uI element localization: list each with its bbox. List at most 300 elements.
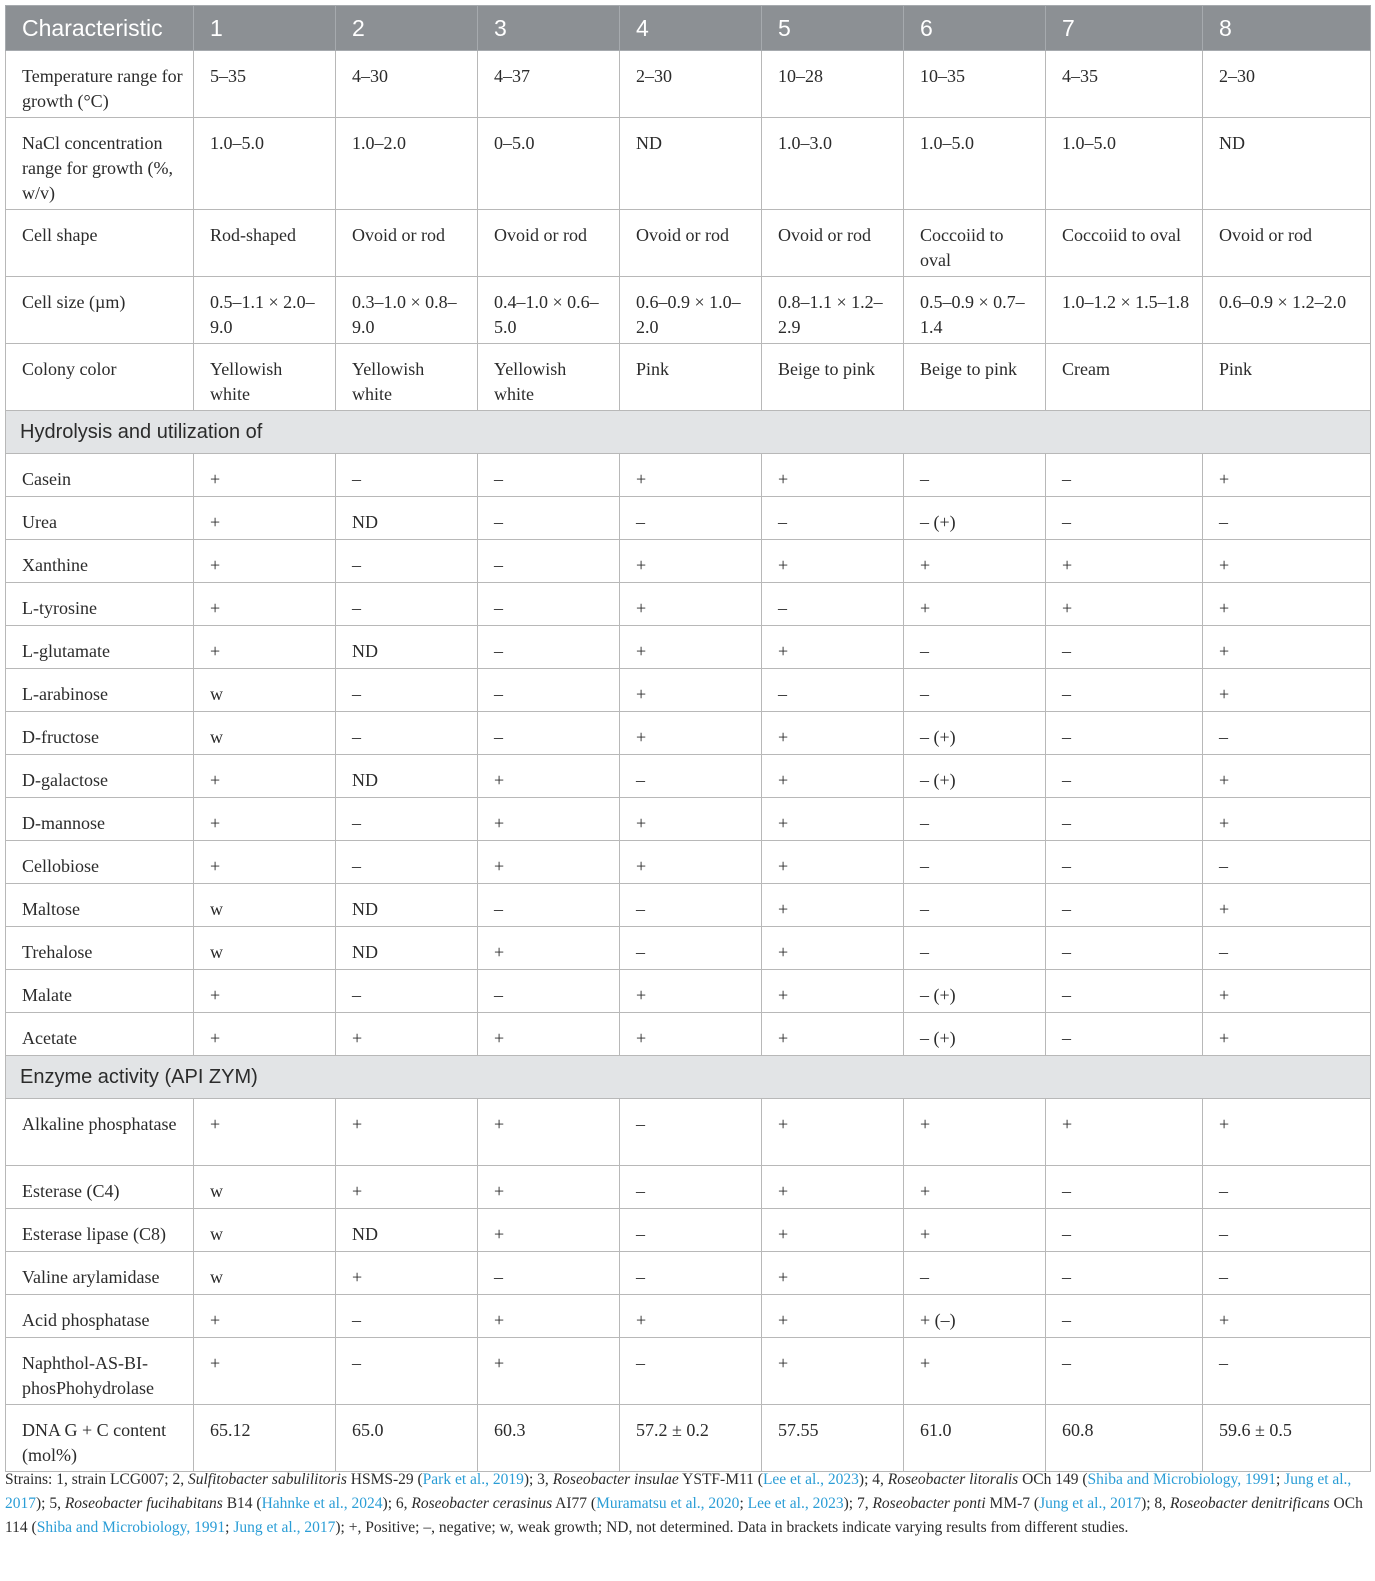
table-row (6, 1166, 1371, 1209)
table-row (6, 927, 1371, 970)
table-cell: Yellowish white (194, 344, 336, 411)
table-cell: + (194, 798, 336, 841)
table-cell: + (194, 1295, 336, 1338)
table-cell: + (762, 841, 904, 884)
table-cell: Pink (1203, 344, 1371, 411)
table-cell: 0.6–0.9 × 1.2–2.0 (1203, 277, 1371, 344)
table-cell: + (762, 454, 904, 497)
table-cell: – (1046, 798, 1203, 841)
table-cell: – (904, 884, 1046, 927)
footnote-text: ); 3, (523, 1471, 553, 1488)
table-cell: Ovoid or rod (1203, 210, 1371, 277)
row-label: Trehalose (6, 927, 194, 970)
footnote-text: ; (225, 1519, 234, 1536)
table-cell: 1.0–5.0 (1046, 118, 1203, 210)
table-cell: – (1046, 1338, 1203, 1405)
row-label: Esterase (C4) (6, 1166, 194, 1209)
table-cell: Beige to pink (762, 344, 904, 411)
table-cell: – (1203, 1166, 1371, 1209)
table-row (6, 583, 1371, 626)
table-cell: Coccoiid to oval (1046, 210, 1203, 277)
table-cell: – (336, 454, 478, 497)
table-cell: w (194, 1209, 336, 1252)
table-footnote (5, 1468, 1367, 1540)
table-cell: 65.0 (336, 1405, 478, 1472)
table-cell: – (620, 884, 762, 927)
species-name: Roseobacter ponti (872, 1495, 986, 1512)
table-cell: + (620, 583, 762, 626)
table-cell: – (1046, 1252, 1203, 1295)
row-label: Temperature range for growth (°C) (6, 51, 194, 118)
table-cell: – (904, 454, 1046, 497)
row-label: D-mannose (6, 798, 194, 841)
table-cell: + (1203, 583, 1371, 626)
table-cell: ND (336, 497, 478, 540)
table-cell: + (1203, 884, 1371, 927)
table-cell: + (904, 540, 1046, 583)
table-cell: ND (336, 884, 478, 927)
table-cell: 10–35 (904, 51, 1046, 118)
table-cell: + (478, 841, 620, 884)
table-cell: – (1203, 927, 1371, 970)
table-cell: 0.5–1.1 × 2.0–9.0 (194, 277, 336, 344)
footnote-text: ); 8, (1141, 1495, 1170, 1512)
table-cell: + (762, 1338, 904, 1405)
table-cell: 65.12 (194, 1405, 336, 1472)
table-cell: + (1203, 755, 1371, 798)
table-cell: + (1046, 583, 1203, 626)
table-cell: – (1046, 1209, 1203, 1252)
reference-link[interactable]: Jung et al., 2017 (5, 1471, 1352, 1512)
table-row (6, 1013, 1371, 1056)
table-cell: + (194, 454, 336, 497)
table-cell: Yellowish white (478, 344, 620, 411)
table-cell: + (762, 1013, 904, 1056)
species-name: Roseobacter cerasinus (411, 1495, 553, 1512)
table-cell: ND (620, 118, 762, 210)
table-cell: + (904, 1209, 1046, 1252)
table-cell: Coccoiid to oval (904, 210, 1046, 277)
table-cell: + (194, 626, 336, 669)
table-cell: 59.6 ± 0.5 (1203, 1405, 1371, 1472)
row-label: Cell size (µm) (6, 277, 194, 344)
table-row (6, 1295, 1371, 1338)
table-cell: + (194, 1338, 336, 1405)
footnote-text: B14 ( (222, 1495, 262, 1512)
table-row (6, 1405, 1371, 1472)
table-cell: 0.8–1.1 × 1.2–2.9 (762, 277, 904, 344)
species-name: Roseobacter fucihabitans (64, 1495, 223, 1512)
table-cell: – (620, 927, 762, 970)
table-cell: – (1203, 1252, 1371, 1295)
species-name: Roseobacter litoralis (887, 1471, 1019, 1488)
table-cell: ND (336, 927, 478, 970)
table-cell: + (762, 540, 904, 583)
table-cell: Ovoid or rod (478, 210, 620, 277)
row-label: Acid phosphatase (6, 1295, 194, 1338)
table-cell: 1.0–2.0 (336, 118, 478, 210)
table-row (6, 1209, 1371, 1252)
section-hydrolysis (6, 411, 1371, 454)
table-cell: – (620, 755, 762, 798)
table-cell: – (762, 497, 904, 540)
table-cell: + (620, 970, 762, 1013)
table-cell: – (478, 970, 620, 1013)
header-strain-4: 4 (620, 6, 762, 51)
table-cell: + (904, 1099, 1046, 1166)
table-cell: 60.8 (1046, 1405, 1203, 1472)
table-row (6, 277, 1371, 344)
table-cell: w (194, 712, 336, 755)
table-cell: – (1046, 1295, 1203, 1338)
row-label: Esterase lipase (C8) (6, 1209, 194, 1252)
table-cell: + (620, 712, 762, 755)
header-strain-2: 2 (336, 6, 478, 51)
table-cell: – (904, 1252, 1046, 1295)
table-cell: w (194, 884, 336, 927)
table-cell: + (194, 970, 336, 1013)
table-cell: – (1046, 970, 1203, 1013)
table-cell: + (478, 1338, 620, 1405)
table-cell: – (762, 583, 904, 626)
table-cell: + (478, 798, 620, 841)
table-cell: 10–28 (762, 51, 904, 118)
table-cell: + (478, 927, 620, 970)
footnote-text: ); 5, (36, 1495, 65, 1512)
table-cell: – (478, 712, 620, 755)
table-cell: + (620, 1295, 762, 1338)
header-characteristic: Characteristic (6, 6, 194, 51)
footnote-text: ); +, Positive; –, negative; w, weak growth; ND, not determined. Data in brackets indicate varying results from different studies. (335, 1519, 1129, 1536)
reference-link[interactable]: Hahnke et al., 2024 (261, 1495, 383, 1512)
table-cell: + (194, 1013, 336, 1056)
table-cell: 57.55 (762, 1405, 904, 1472)
row-label: Urea (6, 497, 194, 540)
row-label: Malate (6, 970, 194, 1013)
table-cell: – (478, 669, 620, 712)
table-cell: – (1203, 712, 1371, 755)
section-title: Hydrolysis and utilization of (6, 411, 1371, 454)
table-row (6, 1252, 1371, 1295)
table-cell: + (620, 1013, 762, 1056)
table-cell: + (762, 1166, 904, 1209)
table-cell: ND (336, 755, 478, 798)
table-cell: 60.3 (478, 1405, 620, 1472)
table-cell: – (336, 970, 478, 1013)
table-cell: 1.0–1.2 × 1.5–1.8 (1046, 277, 1203, 344)
table-row (6, 798, 1371, 841)
table-cell: 0.6–0.9 × 1.0–2.0 (620, 277, 762, 344)
table-cell: + (762, 1252, 904, 1295)
table-cell: – (904, 927, 1046, 970)
reference-link[interactable]: Shiba and Microbiology, 1991 (1087, 1471, 1276, 1488)
table-cell: – (620, 1252, 762, 1295)
section-title: Enzyme activity (API ZYM) (6, 1056, 1371, 1099)
header-strain-8: 8 (1203, 6, 1371, 51)
characteristics-table-wrapper (5, 5, 1370, 1472)
table-cell: – (336, 540, 478, 583)
table-cell: + (762, 970, 904, 1013)
table-cell: Ovoid or rod (620, 210, 762, 277)
table-cell: Pink (620, 344, 762, 411)
row-label: Xanthine (6, 540, 194, 583)
table-cell: + (620, 669, 762, 712)
table-cell: + (336, 1099, 478, 1166)
table-cell: + (1203, 1013, 1371, 1056)
table-cell: + (478, 1013, 620, 1056)
header-strain-1: 1 (194, 6, 336, 51)
table-cell: + (194, 497, 336, 540)
table-cell: + (336, 1166, 478, 1209)
table-cell: – (620, 1166, 762, 1209)
table-cell: + (336, 1013, 478, 1056)
table-row (6, 884, 1371, 927)
table-cell: + (762, 712, 904, 755)
table-cell: – (620, 497, 762, 540)
table-cell: – (478, 626, 620, 669)
table-cell: 4–35 (1046, 51, 1203, 118)
table-cell: – (1046, 755, 1203, 798)
table-row (6, 712, 1371, 755)
table-cell: Yellowish white (336, 344, 478, 411)
table-cell: – (478, 884, 620, 927)
table-cell: ND (336, 626, 478, 669)
table-cell: + (762, 755, 904, 798)
table-cell: – (904, 669, 1046, 712)
table-cell: – (1203, 497, 1371, 540)
table-cell: 0–5.0 (478, 118, 620, 210)
footnote-text: HSMS-29 ( (346, 1471, 423, 1488)
table-cell: + (478, 1209, 620, 1252)
row-label: L-tyrosine (6, 583, 194, 626)
table-cell: – (904, 626, 1046, 669)
table-cell: + (904, 1338, 1046, 1405)
table-cell: 1.0–3.0 (762, 118, 904, 210)
table-cell: + (1203, 1295, 1371, 1338)
table-cell: + (762, 927, 904, 970)
table-cell: + (762, 1209, 904, 1252)
table-cell: + (620, 540, 762, 583)
header-strain-3: 3 (478, 6, 620, 51)
table-cell: – (620, 1099, 762, 1166)
table-row (6, 51, 1371, 118)
table-cell: + (620, 798, 762, 841)
table-cell: + (194, 583, 336, 626)
table-row (6, 1338, 1371, 1405)
table-cell: + (620, 454, 762, 497)
table-cell: 0.4–1.0 × 0.6–5.0 (478, 277, 620, 344)
table-row (6, 755, 1371, 798)
table-cell: – (1046, 1013, 1203, 1056)
species-name: Sulfitobacter sabulilitoris (187, 1471, 347, 1488)
reference-link[interactable]: Muramatsu et al., 2020 (596, 1495, 740, 1512)
table-cell: w (194, 927, 336, 970)
table-header-row (6, 6, 1371, 51)
table-cell: + (1203, 1099, 1371, 1166)
table-cell: – (+) (904, 970, 1046, 1013)
table-cell: + (762, 884, 904, 927)
table-cell: – (1046, 497, 1203, 540)
table-cell: – (620, 1209, 762, 1252)
table-cell: Ovoid or rod (336, 210, 478, 277)
row-label: Acetate (6, 1013, 194, 1056)
table-cell: – (1203, 841, 1371, 884)
table-cell: w (194, 669, 336, 712)
table-cell: ND (336, 1209, 478, 1252)
row-label: Cellobiose (6, 841, 194, 884)
reference-link[interactable]: Lee et al., 2023 (762, 1471, 859, 1488)
footnote-text: AI77 ( (552, 1495, 597, 1512)
table-cell: 2–30 (620, 51, 762, 118)
footnote-text: ); 4, (858, 1471, 888, 1488)
footnote-text: ; (739, 1495, 748, 1512)
table-cell: + (1203, 669, 1371, 712)
table-cell: – (+) (904, 712, 1046, 755)
table-row (6, 669, 1371, 712)
row-label: Valine arylamidase (6, 1252, 194, 1295)
table-cell: – (478, 497, 620, 540)
table-cell: – (336, 798, 478, 841)
footnote-text: OCh 149 ( (1018, 1471, 1088, 1488)
table-row (6, 1099, 1371, 1166)
row-label: Casein (6, 454, 194, 497)
table-cell: 61.0 (904, 1405, 1046, 1472)
table-cell: + (194, 1099, 336, 1166)
table-cell: – (478, 454, 620, 497)
table-cell: Beige to pink (904, 344, 1046, 411)
table-cell: + (620, 841, 762, 884)
table-cell: 2–30 (1203, 51, 1371, 118)
table-cell: + (478, 1099, 620, 1166)
species-name: Roseobacter insulae (552, 1471, 679, 1488)
table-cell: – (1046, 927, 1203, 970)
table-cell: 4–30 (336, 51, 478, 118)
table-cell: 0.3–1.0 × 0.8–9.0 (336, 277, 478, 344)
row-label: Cell shape (6, 210, 194, 277)
table-cell: + (478, 1295, 620, 1338)
table-cell: + (1203, 626, 1371, 669)
table-cell: + (904, 583, 1046, 626)
table-cell: – (1046, 1166, 1203, 1209)
table-cell: – (336, 583, 478, 626)
table-cell: – (478, 1252, 620, 1295)
table-cell: – (+) (904, 1013, 1046, 1056)
header-strain-6: 6 (904, 6, 1046, 51)
footnote-text: OCh 114 ( (5, 1495, 1363, 1536)
table-cell: w (194, 1252, 336, 1295)
table-cell: + (478, 1166, 620, 1209)
table-cell: 1.0–5.0 (194, 118, 336, 210)
reference-link[interactable]: Lee et al., 2023 (747, 1495, 844, 1512)
row-label: D-galactose (6, 755, 194, 798)
table-row (6, 497, 1371, 540)
footnote-text: MM-7 ( (985, 1495, 1040, 1512)
table-row (6, 626, 1371, 669)
reference-link[interactable]: Shiba and Microbiology, 1991 (36, 1519, 226, 1536)
table-row (6, 118, 1371, 210)
row-label: Maltose (6, 884, 194, 927)
table-cell: + (194, 841, 336, 884)
footnote-text: ); 6, (382, 1495, 412, 1512)
table-row (6, 540, 1371, 583)
row-label: L-glutamate (6, 626, 194, 669)
table-cell: – (1203, 1338, 1371, 1405)
table-cell: – (336, 669, 478, 712)
row-label: Naphthol-AS-BI-phosPhohydrolase (6, 1338, 194, 1405)
table-cell: + (762, 798, 904, 841)
footnote-text: ; (1275, 1471, 1285, 1488)
species-name: Roseobacter denitrificans (1169, 1495, 1330, 1512)
table-cell: 1.0–5.0 (904, 118, 1046, 210)
row-label: DNA G + C content (mol%) (6, 1405, 194, 1472)
table-row (6, 841, 1371, 884)
characteristics-table (5, 5, 1371, 1472)
table-cell: + (1203, 540, 1371, 583)
reference-link[interactable]: Jung et al., 2017 (233, 1519, 336, 1536)
table-cell: + (1203, 970, 1371, 1013)
table-row (6, 970, 1371, 1013)
table-cell: + (478, 755, 620, 798)
table-cell: + (1203, 454, 1371, 497)
footnote-text: YSTF-M11 ( (678, 1471, 763, 1488)
table-cell: Rod-shaped (194, 210, 336, 277)
row-label: Alkaline phosphatase (6, 1099, 194, 1166)
table-cell: + (1046, 540, 1203, 583)
table-cell: + (620, 626, 762, 669)
table-cell: + (762, 1295, 904, 1338)
table-cell: 57.2 ± 0.2 (620, 1405, 762, 1472)
table-cell: ND (1203, 118, 1371, 210)
table-cell: + (336, 1252, 478, 1295)
table-cell: – (+) (904, 497, 1046, 540)
table-cell: – (1046, 626, 1203, 669)
table-cell: + (194, 540, 336, 583)
table-row (6, 210, 1371, 277)
table-cell: – (1203, 1209, 1371, 1252)
table-cell: + (–) (904, 1295, 1046, 1338)
table-cell: w (194, 1166, 336, 1209)
table-cell: – (762, 669, 904, 712)
reference-link[interactable]: Park et al., 2019 (422, 1471, 524, 1488)
section-enzyme (6, 1056, 1371, 1099)
table-cell: + (762, 626, 904, 669)
table-cell: – (1046, 454, 1203, 497)
table-cell: – (478, 540, 620, 583)
header-strain-7: 7 (1046, 6, 1203, 51)
table-cell: 5–35 (194, 51, 336, 118)
table-cell: – (904, 798, 1046, 841)
table-cell: – (1046, 841, 1203, 884)
table-cell: Cream (1046, 344, 1203, 411)
table-cell: + (904, 1166, 1046, 1209)
table-cell: 4–37 (478, 51, 620, 118)
table-cell: – (478, 583, 620, 626)
table-cell: + (194, 755, 336, 798)
table-cell: + (762, 1099, 904, 1166)
table-cell: – (336, 1295, 478, 1338)
footnote-text: ); 7, (843, 1495, 873, 1512)
table-cell: Ovoid or rod (762, 210, 904, 277)
table-cell: – (336, 841, 478, 884)
table-cell: – (1046, 884, 1203, 927)
table-cell: – (620, 1338, 762, 1405)
reference-link[interactable]: Jung et al., 2017 (1039, 1495, 1142, 1512)
table-cell: – (1046, 712, 1203, 755)
table-cell: + (1203, 798, 1371, 841)
table-cell: – (336, 1338, 478, 1405)
row-label: NaCl concentration range for growth (%, w/v) (6, 118, 194, 210)
table-cell: – (1046, 669, 1203, 712)
